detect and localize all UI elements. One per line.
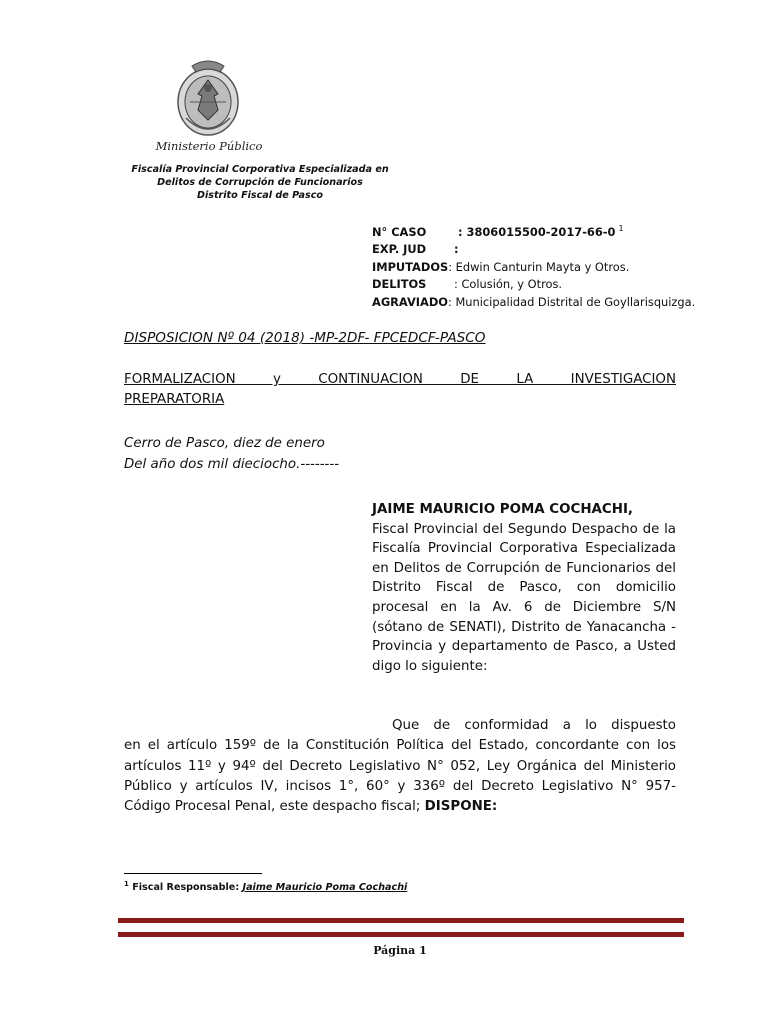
fiscal-introduction [372, 500, 676, 676]
footnote-separator [124, 873, 262, 874]
fiscal-description: Fiscal Provincial del Segundo Despacho de la Fiscalía Provincial Corporativa Especializada en Delitos de Corrupción de Funcionarios del Distrito Fiscal de Pasco, con domicilio procesal en la Av. 6 de Diciembre S/N (sótano de SENATI), Distrito de Yanacancha - Provincia y departamento de Pasco, a Usted digo lo siguiente: [372, 521, 676, 674]
dispone-label: DISPONE: [424, 799, 498, 815]
exp-jud-label: EXP. JUD [372, 242, 427, 257]
office-line: Distrito Fiscal de Pasco [196, 189, 324, 201]
case-number-value: : 3806015500-2017-66-0 [458, 224, 616, 239]
case-details [372, 220, 695, 311]
delitos-label: DELITOS [372, 277, 427, 292]
fiscal-name: JAIME MAURICIO POMA COCHACHI, [372, 502, 634, 517]
subject-line: FORMALIZACION y CONTINUACION DE LA INVESTIGACION [124, 372, 676, 387]
agraviado-row [372, 294, 695, 312]
page-number: Página 1 [373, 944, 427, 957]
imputados-row [372, 259, 695, 277]
place-and-date [124, 433, 339, 475]
disposition-title: DISPOSICION Nº 04 (2018) -MP-2DF- FPCEDCF-PASCO [124, 330, 486, 346]
case-number-row [372, 220, 695, 241]
delitos-row [372, 276, 695, 294]
place-line: Cerro de Pasco, diez de enero [124, 436, 325, 451]
footer-bar-bottom [118, 932, 684, 937]
body-rest [124, 736, 676, 817]
footer-bar-top [118, 918, 684, 923]
footnote-label: Fiscal Responsable [132, 882, 236, 894]
delitos-value: : Colusión, y Otros. [454, 277, 563, 292]
body-text: en el artículo 159º de la Constitución Política del Estado, concordante con los artículos 11º y 94º del Decreto Legislativo N° 052, Ley Orgánica del Ministerio Público y artículos IV, incisos 1°, 60° y 336º del Decreto Legislativo N° 957- Código Procesal Penal, este despacho fiscal; [124, 738, 676, 815]
imputados-label: IMPUTADOS [372, 259, 449, 274]
footnote-ref: 1 [618, 224, 624, 233]
office-line: Fiscalía Provincial Corporativa Especializada en [131, 164, 389, 175]
exp-jud-row [372, 241, 695, 259]
office-heading [120, 164, 400, 202]
date-line: Del año dos mil dieciocho.-------- [124, 457, 340, 472]
subject-heading [124, 370, 676, 410]
footnote: $^1$ Fiscal Responsable: Jaime Mauricio Poma Cochachi [124, 880, 408, 894]
agraviado-label: AGRAVIADO [372, 294, 448, 309]
footnote-number: 1 [124, 880, 129, 888]
agraviado-value: : Municipalidad Distrital de Goyllarisquizga. [448, 294, 696, 309]
body-paragraph [124, 716, 676, 817]
case-number-label: N° CASO [372, 224, 427, 239]
footnote-name: Jaime Mauricio Poma Cochachi [242, 882, 408, 894]
imputados-value: : Edwin Canturin Mayta y Otros. [448, 259, 630, 274]
office-line: Delitos de Corrupción de Funcionarios [157, 176, 363, 188]
seal-caption: Ministerio Público [155, 139, 263, 153]
subject-line: PREPARATORIA [124, 392, 225, 407]
exp-jud-value: : [454, 242, 459, 257]
body-first-line: Que de conformidad a lo dispuesto [392, 718, 676, 733]
ministerio-publico-seal-icon [172, 58, 244, 138]
